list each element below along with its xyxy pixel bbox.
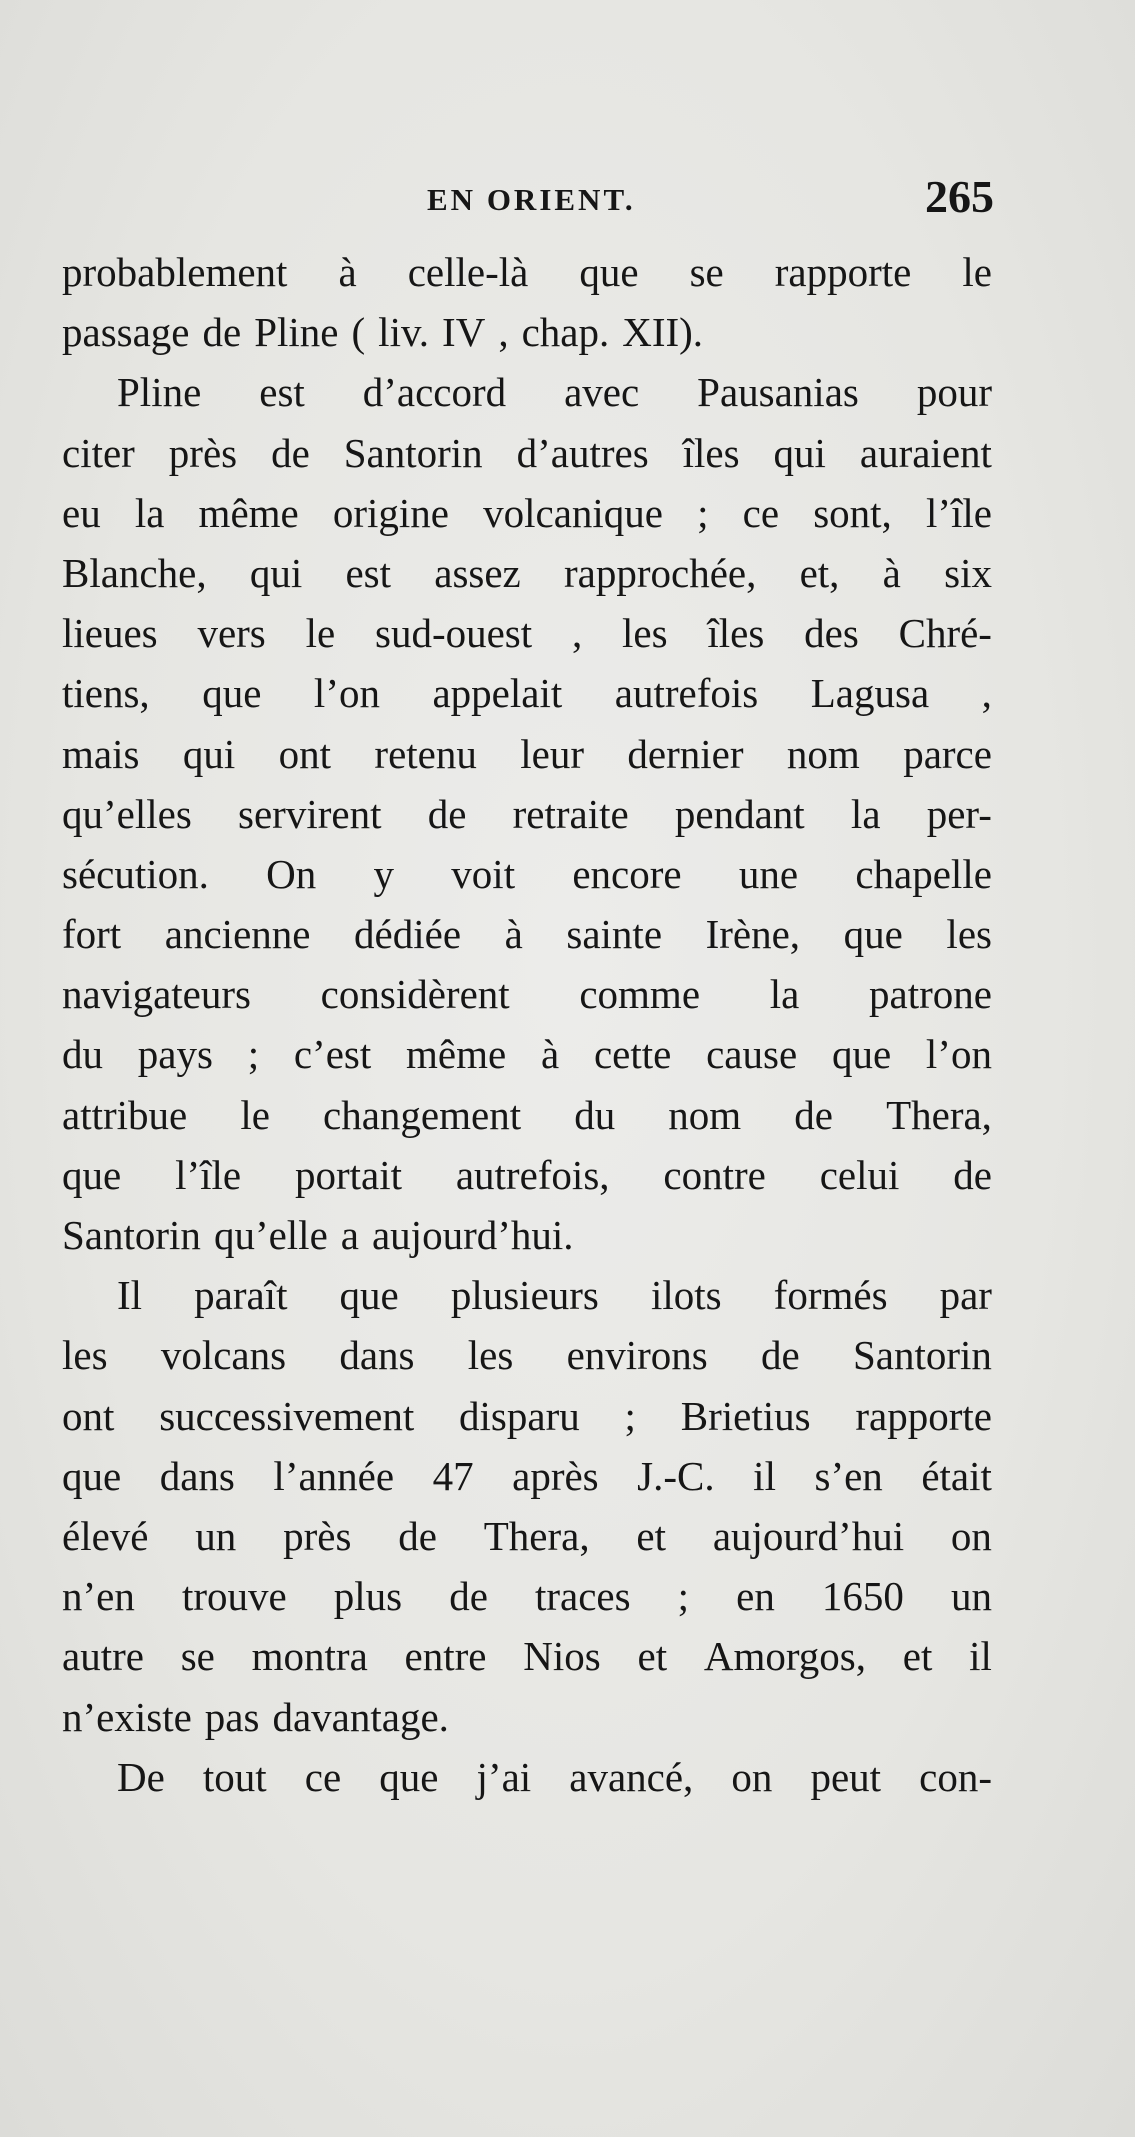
word: volcans <box>160 1332 287 1379</box>
word: portait <box>294 1151 402 1198</box>
word: mais <box>62 730 140 777</box>
word: liv. <box>378 309 430 356</box>
word: de <box>427 790 467 837</box>
word: autrefois, <box>455 1151 610 1198</box>
word: l’île <box>175 1151 242 1198</box>
word: Il <box>117 1272 143 1319</box>
word: le <box>240 1091 270 1138</box>
word: un <box>951 1573 992 1620</box>
word: ce <box>304 1753 342 1800</box>
text-line <box>62 1687 992 1747</box>
word: qu’elle <box>213 1212 328 1258</box>
word: îles <box>707 610 765 657</box>
word: les <box>622 610 668 657</box>
word: d’accord <box>362 369 507 416</box>
text-line <box>62 1325 992 1385</box>
text-line <box>62 242 992 302</box>
word: n’en <box>62 1573 135 1620</box>
word: les <box>62 1332 108 1379</box>
word: , <box>571 610 583 657</box>
word: qui <box>249 549 303 596</box>
word: et <box>636 1512 666 1559</box>
word: il <box>969 1633 992 1680</box>
text-line <box>62 724 992 784</box>
word: tout <box>202 1753 267 1800</box>
body-text <box>62 242 992 1807</box>
word: et <box>902 1633 933 1680</box>
word: considèrent <box>320 971 510 1018</box>
word: à <box>504 911 523 958</box>
word: un <box>195 1512 237 1559</box>
text-line <box>62 1024 992 1084</box>
word: et, <box>799 549 840 596</box>
text-line <box>62 1446 992 1506</box>
word: se <box>180 1633 215 1680</box>
word: Pline <box>117 369 202 416</box>
text-line <box>62 302 992 362</box>
word: Pline <box>254 309 339 356</box>
word: Brietius <box>680 1392 811 1439</box>
word: l’île <box>925 489 992 536</box>
word: voit <box>451 850 516 897</box>
word: ; <box>247 1031 260 1078</box>
word: montra <box>251 1633 368 1680</box>
word: de <box>449 1573 488 1620</box>
word: De <box>117 1753 165 1800</box>
word: contre <box>663 1151 766 1198</box>
word: dédiée <box>354 911 462 958</box>
word: pays <box>137 1031 213 1078</box>
word: par <box>939 1272 992 1319</box>
word: l’année <box>273 1452 395 1499</box>
word: successivement <box>159 1392 415 1439</box>
word: ancienne <box>164 911 311 958</box>
word: trouve <box>181 1573 287 1620</box>
text-line <box>62 1566 992 1626</box>
word: plus <box>333 1573 403 1620</box>
word: formés <box>773 1272 888 1319</box>
word: origine <box>332 489 449 536</box>
word: que <box>339 1272 399 1319</box>
word: qui <box>182 730 236 777</box>
word: s’en <box>814 1452 883 1499</box>
word: à <box>338 249 357 295</box>
word: sainte <box>566 911 663 958</box>
word: 47 <box>432 1452 474 1499</box>
word: était <box>921 1452 992 1499</box>
word: XII). <box>622 309 704 356</box>
word: probablement <box>62 249 288 295</box>
word: les <box>467 1332 514 1379</box>
word: que <box>831 1031 892 1078</box>
word: c’est <box>293 1031 372 1078</box>
text-line <box>62 904 992 964</box>
text-line <box>62 423 992 483</box>
word: pendant <box>674 790 805 837</box>
word: Nios <box>523 1633 601 1680</box>
text-line <box>62 603 992 663</box>
word: celle-là <box>407 249 529 295</box>
word: Chré- <box>898 610 992 657</box>
word: qui <box>773 429 826 476</box>
word: les <box>946 911 992 958</box>
word: Santorin <box>343 429 483 476</box>
word: après <box>512 1452 599 1499</box>
word: d’autres <box>516 429 649 476</box>
text-line <box>62 483 992 543</box>
word: Lagusa <box>810 670 930 717</box>
word: l’on <box>925 1031 992 1078</box>
word: passage <box>62 309 190 356</box>
word: aujourd’hui <box>712 1512 905 1559</box>
word: Thera, <box>483 1512 590 1559</box>
word: J.-C. <box>637 1452 715 1499</box>
word: et <box>637 1633 668 1680</box>
word: du <box>574 1091 616 1138</box>
word: que <box>62 1452 122 1499</box>
word: autre <box>62 1633 144 1680</box>
word: est <box>259 369 305 416</box>
running-head: EN ORIENT. <box>427 182 636 217</box>
text-line <box>62 362 992 422</box>
word: ; <box>624 1392 636 1439</box>
word: que <box>379 1753 439 1800</box>
word: sud-ouest <box>374 610 533 657</box>
text-line <box>62 1085 992 1145</box>
word: Santorin <box>853 1332 992 1379</box>
word: avancé, <box>569 1753 694 1800</box>
word: ce <box>742 489 780 536</box>
word: patrone <box>869 971 992 1018</box>
word: Blanche, <box>62 549 207 596</box>
word: avec <box>564 369 640 416</box>
word: per- <box>926 790 992 837</box>
word: chap. <box>521 309 610 356</box>
word: leur <box>520 730 585 777</box>
word: disparu <box>459 1392 580 1439</box>
word: de <box>953 1151 992 1198</box>
word: Irène, <box>705 911 801 958</box>
word: celui <box>819 1151 900 1198</box>
word: de <box>398 1512 437 1559</box>
word: même <box>198 489 299 536</box>
word: cause <box>706 1031 798 1078</box>
word: vers <box>197 610 266 657</box>
word: servirent <box>238 790 382 837</box>
text-line <box>62 964 992 1024</box>
word: qu’elles <box>62 790 192 837</box>
word: peut <box>810 1753 882 1800</box>
word: chapelle <box>855 850 992 897</box>
word: on <box>731 1753 773 1800</box>
word: que <box>843 911 903 958</box>
word: dans <box>339 1332 415 1379</box>
word: il <box>753 1452 776 1499</box>
word: la <box>769 971 800 1018</box>
word: On <box>266 850 317 897</box>
word: à <box>540 1031 560 1078</box>
word: changement <box>323 1091 522 1138</box>
word: comme <box>579 971 701 1018</box>
word: autrefois <box>614 670 759 717</box>
word: Amorgos, <box>703 1633 866 1680</box>
word: de <box>202 309 242 356</box>
word: , <box>498 309 509 356</box>
word: Thera, <box>886 1091 992 1138</box>
word: ont <box>278 730 332 777</box>
word: auraient <box>859 429 992 476</box>
word: Pausanias <box>697 369 859 416</box>
text-line <box>62 1626 992 1686</box>
word: près <box>168 429 238 476</box>
word: que <box>202 670 262 717</box>
word: parce <box>903 730 992 777</box>
word: de <box>271 429 310 476</box>
word: paraît <box>194 1272 288 1319</box>
word: sont, <box>813 489 892 536</box>
word: pas <box>204 1693 260 1740</box>
word: rapporte <box>855 1392 992 1439</box>
word: lieues <box>62 610 158 657</box>
word: six <box>944 549 992 596</box>
word: retenu <box>374 730 477 777</box>
word: l’on <box>313 670 380 717</box>
word: 1650 <box>821 1573 904 1620</box>
text-line <box>62 1506 992 1566</box>
word: en <box>736 1573 775 1620</box>
word: traces <box>534 1573 631 1620</box>
word: ilots <box>650 1272 722 1319</box>
word: plusieurs <box>450 1272 599 1319</box>
word: ont <box>62 1392 115 1439</box>
word: de <box>794 1091 833 1138</box>
page-header <box>62 170 992 230</box>
text-line <box>62 1205 992 1265</box>
word: la <box>134 489 165 536</box>
word: davantage. <box>272 1693 449 1740</box>
word: sécution. <box>62 850 209 897</box>
word: nom <box>786 730 860 777</box>
word: dernier <box>627 730 744 777</box>
word: assez <box>434 549 521 596</box>
text-line <box>62 543 992 603</box>
word: du <box>62 1031 103 1078</box>
word: des <box>804 610 859 657</box>
word: n’existe <box>62 1693 192 1740</box>
word: Santorin <box>62 1212 201 1258</box>
word: aujourd’hui. <box>371 1212 574 1258</box>
word: dans <box>159 1452 235 1499</box>
word: nom <box>668 1091 742 1138</box>
word: ( <box>351 309 366 356</box>
word: encore <box>572 850 682 897</box>
word: le <box>962 249 992 295</box>
word: volcanique <box>483 489 664 536</box>
word: ; <box>697 489 709 536</box>
text-line <box>62 1386 992 1446</box>
word: on <box>950 1512 992 1559</box>
word: élevé <box>62 1512 149 1559</box>
word: tiens, <box>62 670 150 717</box>
word: rapprochée, <box>564 549 757 596</box>
text-line <box>62 844 992 904</box>
word: rapporte <box>774 249 912 295</box>
word: est <box>345 549 392 596</box>
word: entre <box>404 1633 487 1680</box>
word: îles <box>682 429 740 476</box>
word: de <box>761 1332 800 1379</box>
word: citer <box>62 429 135 476</box>
word: pour <box>916 369 992 416</box>
word: y <box>373 850 395 897</box>
word: la <box>850 790 881 837</box>
word: , <box>981 670 992 717</box>
word: j’ai <box>476 1753 532 1800</box>
word: con- <box>919 1753 992 1800</box>
word: ; <box>677 1573 690 1620</box>
word: fort <box>62 911 122 958</box>
word: près <box>283 1512 352 1559</box>
word: cette <box>593 1031 672 1078</box>
text-line <box>62 663 992 723</box>
text-line <box>62 1265 992 1325</box>
word: environs <box>566 1332 708 1379</box>
text-line <box>62 1145 992 1205</box>
word: attribue <box>62 1091 188 1138</box>
word: même <box>406 1031 507 1078</box>
word: retraite <box>512 790 629 837</box>
word: IV <box>442 309 486 356</box>
text-line <box>62 1747 992 1807</box>
word: appelait <box>432 670 563 717</box>
word: à <box>882 549 901 596</box>
word: se <box>689 249 724 295</box>
text-line <box>62 784 992 844</box>
word: que <box>579 249 639 295</box>
word: le <box>305 610 336 657</box>
word: eu <box>62 489 101 536</box>
word: une <box>738 850 799 897</box>
word: navigateurs <box>62 971 251 1018</box>
word: a <box>340 1212 359 1258</box>
page-number: 265 <box>925 171 994 222</box>
word: que <box>62 1151 122 1198</box>
